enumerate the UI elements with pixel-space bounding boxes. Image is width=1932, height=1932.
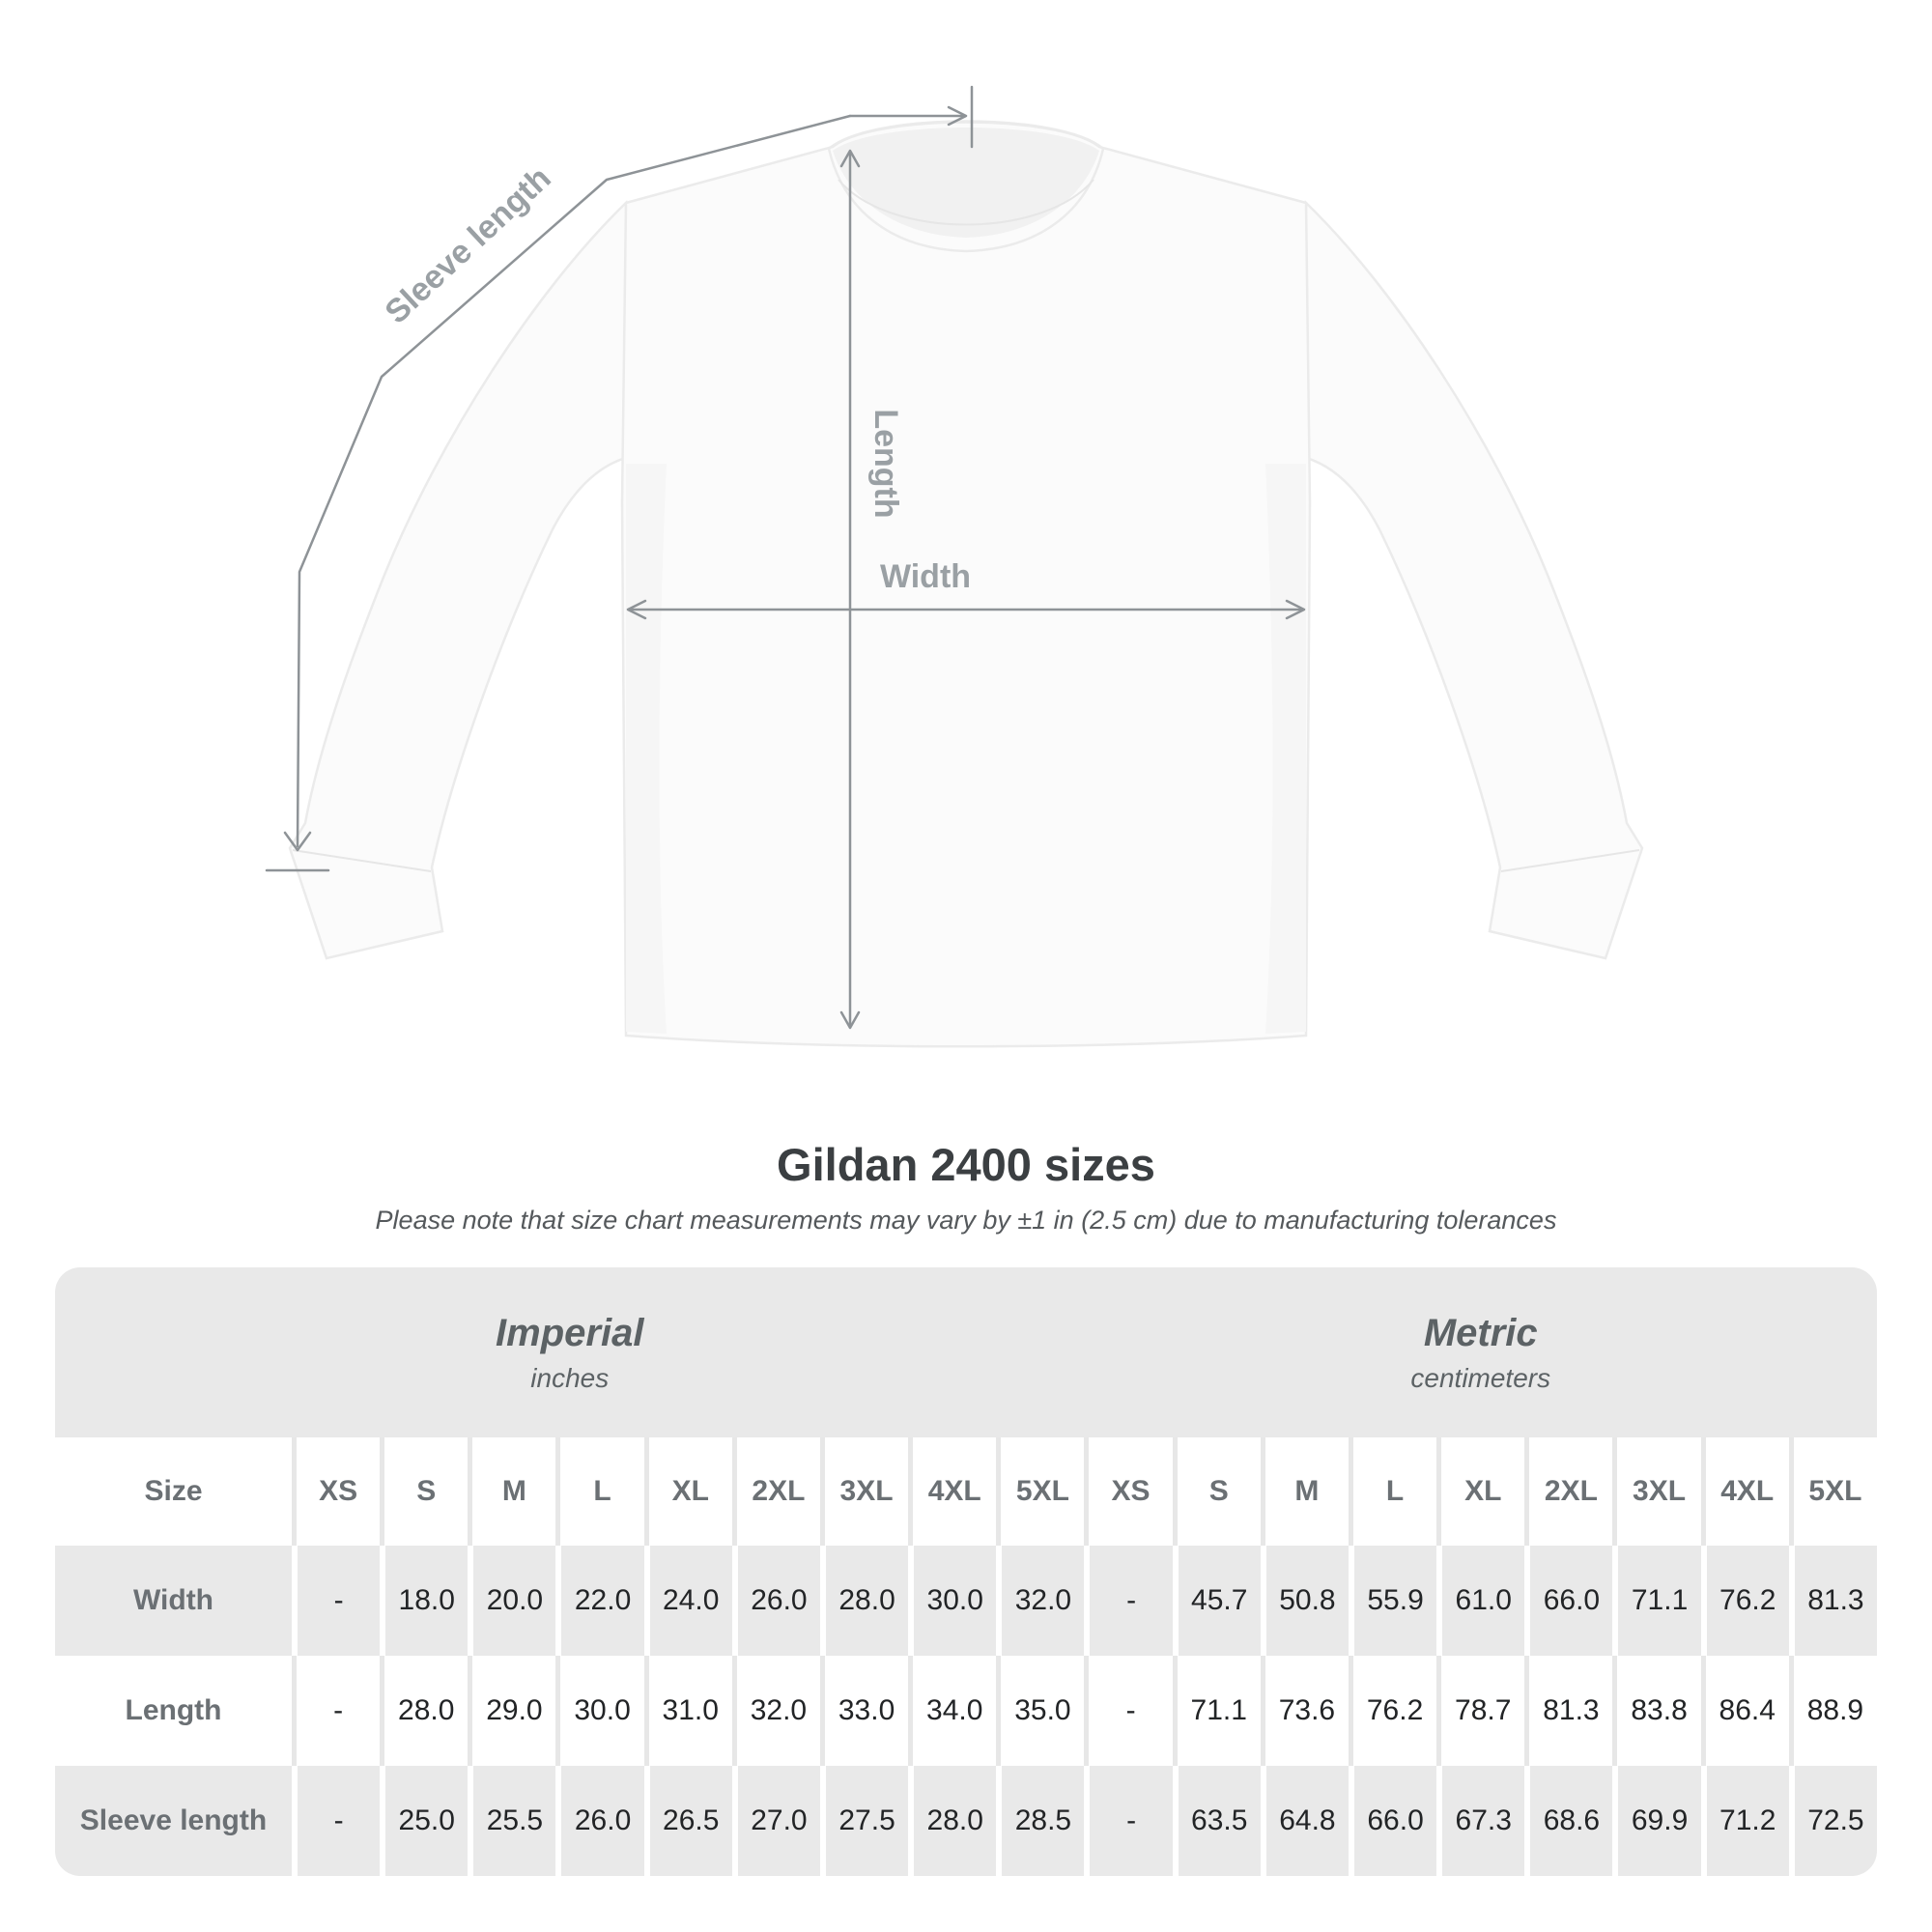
size-col-header-imperial-l: L xyxy=(555,1437,643,1546)
size-col-header-metric-l: L xyxy=(1349,1437,1436,1546)
value-cell: 67.3 xyxy=(1436,1766,1524,1876)
size-col-header-imperial-xs: XS xyxy=(292,1437,380,1546)
row-label: Sleeve length xyxy=(55,1766,292,1876)
value-cell: 32.0 xyxy=(732,1656,820,1766)
value-cell: 81.3 xyxy=(1789,1546,1877,1656)
size-col-header-imperial-2xl: 2XL xyxy=(732,1437,820,1546)
value-cell: 66.0 xyxy=(1524,1546,1612,1656)
metric-unit: centimeters xyxy=(1410,1362,1551,1393)
value-cell: 71.1 xyxy=(1173,1656,1261,1766)
value-cell: 20.0 xyxy=(468,1546,555,1656)
size-col-header-metric-s: S xyxy=(1173,1437,1261,1546)
value-cell: 28.5 xyxy=(996,1766,1084,1876)
sleeve-length-label: Sleeve length xyxy=(378,159,558,331)
value-cell: 83.8 xyxy=(1612,1656,1700,1766)
page-title: Gildan 2400 sizes xyxy=(777,1139,1155,1190)
row-label: Length xyxy=(55,1656,292,1766)
value-cell: - xyxy=(1084,1766,1172,1876)
units-band xyxy=(55,1267,1877,1437)
value-cell: - xyxy=(292,1766,380,1876)
value-cell: - xyxy=(292,1656,380,1766)
value-cell: 71.2 xyxy=(1701,1766,1789,1876)
value-cell: 27.0 xyxy=(732,1766,820,1876)
value-cell: 66.0 xyxy=(1349,1766,1436,1876)
imperial-title: Imperial xyxy=(496,1311,644,1354)
value-cell: 25.5 xyxy=(468,1766,555,1876)
value-cell: 33.0 xyxy=(820,1656,908,1766)
imperial-unit: inches xyxy=(530,1362,610,1393)
size-col-header-imperial-4xl: 4XL xyxy=(908,1437,996,1546)
size-col-header-imperial-xl: XL xyxy=(644,1437,732,1546)
value-cell: 68.6 xyxy=(1524,1766,1612,1876)
size-col-header-imperial-3xl: 3XL xyxy=(820,1437,908,1546)
value-cell: 28.0 xyxy=(820,1546,908,1656)
value-cell: 61.0 xyxy=(1436,1546,1524,1656)
width-label: Width xyxy=(879,558,972,595)
value-cell: 26.5 xyxy=(644,1766,732,1876)
value-cell: 73.6 xyxy=(1261,1656,1349,1766)
value-cell: 29.0 xyxy=(468,1656,555,1766)
value-cell: - xyxy=(292,1546,380,1656)
value-cell: 45.7 xyxy=(1173,1546,1261,1656)
value-cell: 26.0 xyxy=(555,1766,643,1876)
value-cell: 50.8 xyxy=(1261,1546,1349,1656)
value-cell: 26.0 xyxy=(732,1546,820,1656)
value-cell: - xyxy=(1084,1546,1172,1656)
row-label: Width xyxy=(55,1546,292,1656)
metric-title: Metric xyxy=(1423,1311,1538,1354)
value-cell: 30.0 xyxy=(555,1656,643,1766)
value-cell: 35.0 xyxy=(996,1656,1084,1766)
value-cell: 81.3 xyxy=(1524,1656,1612,1766)
size-col-header-metric-5xl: 5XL xyxy=(1789,1437,1877,1546)
size-col-header-imperial-5xl: 5XL xyxy=(996,1437,1084,1546)
value-cell: 28.0 xyxy=(908,1766,996,1876)
value-cell: 88.9 xyxy=(1789,1656,1877,1766)
value-cell: 69.9 xyxy=(1612,1766,1700,1876)
page-subtitle: Please note that size chart measurements may vary by ±1 in (2.5 cm) due to manufacturing tolerances xyxy=(375,1206,1557,1235)
value-cell: 24.0 xyxy=(644,1546,732,1656)
value-cell: 22.0 xyxy=(555,1546,643,1656)
value-cell: 30.0 xyxy=(908,1546,996,1656)
imperial-unit-group xyxy=(55,1267,1085,1437)
value-cell: 28.0 xyxy=(380,1656,468,1766)
value-cell: 76.2 xyxy=(1701,1546,1789,1656)
value-cell: 32.0 xyxy=(996,1546,1084,1656)
size-col-header-imperial-m: M xyxy=(468,1437,555,1546)
value-cell: 55.9 xyxy=(1349,1546,1436,1656)
value-cell: 86.4 xyxy=(1701,1656,1789,1766)
size-col-header-metric-xl: XL xyxy=(1436,1437,1524,1546)
value-cell: 71.1 xyxy=(1612,1546,1700,1656)
size-header-cell: Size xyxy=(55,1437,292,1546)
size-table-grid xyxy=(55,1437,1877,1876)
size-col-header-metric-2xl: 2XL xyxy=(1524,1437,1612,1546)
size-col-header-metric-m: M xyxy=(1261,1437,1349,1546)
value-cell: - xyxy=(1084,1656,1172,1766)
value-cell: 72.5 xyxy=(1789,1766,1877,1876)
size-col-header-metric-xs: XS xyxy=(1084,1437,1172,1546)
value-cell: 64.8 xyxy=(1261,1766,1349,1876)
shirt-left-sleeve xyxy=(290,203,633,958)
size-col-header-metric-3xl: 3XL xyxy=(1612,1437,1700,1546)
value-cell: 18.0 xyxy=(380,1546,468,1656)
size-col-header-imperial-s: S xyxy=(380,1437,468,1546)
metric-unit-group xyxy=(1085,1267,1878,1437)
length-label: Length xyxy=(867,409,904,519)
size-col-header-metric-4xl: 4XL xyxy=(1701,1437,1789,1546)
value-cell: 63.5 xyxy=(1173,1766,1261,1876)
shirt-right-sleeve xyxy=(1299,203,1642,958)
value-cell: 25.0 xyxy=(380,1766,468,1876)
value-cell: 78.7 xyxy=(1436,1656,1524,1766)
value-cell: 31.0 xyxy=(644,1656,732,1766)
value-cell: 34.0 xyxy=(908,1656,996,1766)
value-cell: 27.5 xyxy=(820,1766,908,1876)
value-cell: 76.2 xyxy=(1349,1656,1436,1766)
size-table xyxy=(55,1267,1877,1876)
